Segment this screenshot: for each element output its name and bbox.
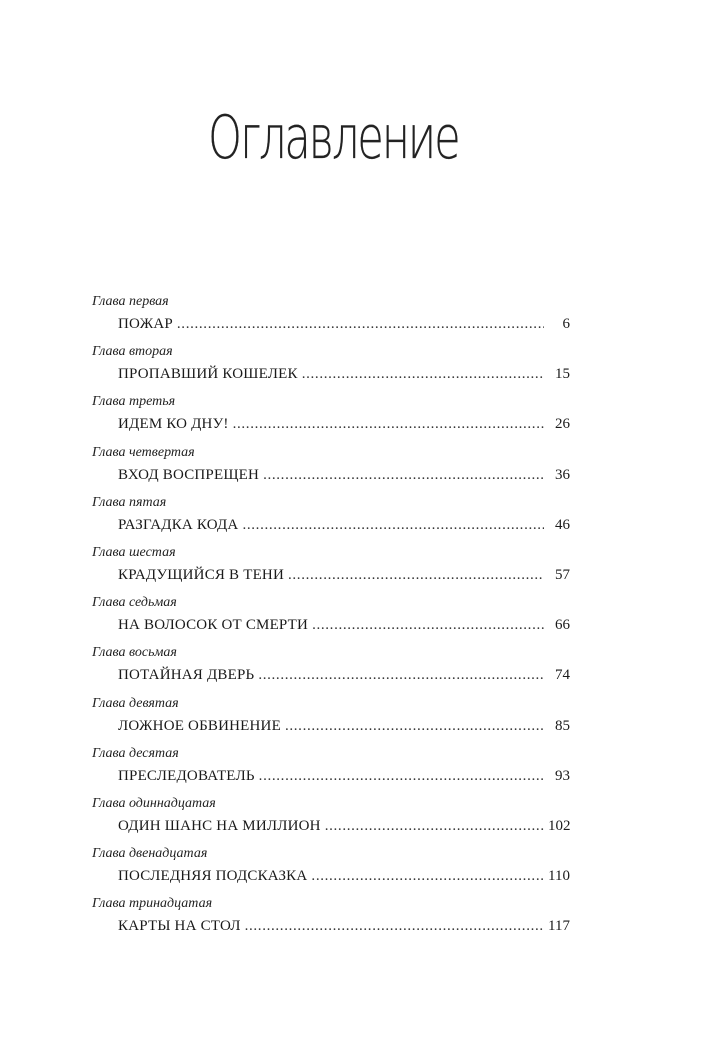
- page-number: 85: [555, 717, 570, 734]
- chapter-label: Глава двенадцатая: [92, 846, 208, 862]
- toc-entry-5: [92, 491, 570, 541]
- chapter-label: Глава пятая: [92, 494, 167, 510]
- toc-entry-4: [92, 441, 570, 491]
- page-number: 110: [548, 868, 570, 885]
- toc-entry-10: [92, 742, 570, 792]
- chapter-title: ПРОПАВШИЙ КОШЕЛЕК: [118, 366, 298, 383]
- chapter-title: КРАДУЩИЙСЯ В ТЕНИ: [118, 566, 284, 583]
- dot-leader: [325, 814, 544, 838]
- dot-leader: [242, 513, 544, 537]
- dot-leader: [285, 714, 544, 738]
- page-number: 74: [555, 667, 570, 684]
- toc-entry-2: [92, 340, 570, 390]
- toc-entry-7: [92, 591, 570, 641]
- toc-entry-1: [92, 290, 570, 340]
- chapter-link[interactable]: [118, 412, 570, 436]
- dot-leader: [245, 914, 544, 938]
- chapter-link[interactable]: [118, 463, 570, 487]
- chapter-label: Глава седьмая: [92, 595, 177, 611]
- chapter-label: Глава третья: [92, 394, 176, 410]
- chapter-label: Глава шестая: [92, 544, 176, 560]
- chapter-link[interactable]: [118, 914, 570, 938]
- chapter-title: ИДЕМ КО ДНУ!: [118, 416, 229, 433]
- toc-entry-12: [92, 842, 570, 892]
- page-number: 6: [562, 316, 570, 332]
- chapter-title: ОДИН ШАНС НА МИЛЛИОН: [118, 817, 321, 834]
- page-number: 93: [555, 767, 570, 784]
- toc-entry-9: [92, 692, 570, 742]
- chapter-title: ПРЕСЛЕДОВАТЕЛЬ: [118, 767, 255, 784]
- page-number: 46: [555, 516, 570, 533]
- toc-entry-3: [92, 390, 570, 440]
- chapter-title: ВХОД ВОСПРЕЩЕН: [118, 466, 260, 483]
- chapter-label: Глава девятая: [92, 695, 179, 711]
- chapter-label: Глава первая: [92, 294, 169, 309]
- chapter-label: Глава вторая: [92, 344, 173, 360]
- toc-entry-13: [92, 892, 570, 942]
- chapter-title: КАРТЫ НА СТОЛ: [118, 918, 241, 935]
- chapter-link[interactable]: [118, 663, 570, 687]
- chapter-title: ПОЖАР: [118, 316, 173, 332]
- chapter-link[interactable]: [118, 714, 570, 738]
- chapter-link[interactable]: [118, 864, 570, 888]
- chapter-link[interactable]: [118, 312, 570, 336]
- chapter-label: Глава тринадцатая: [92, 896, 213, 912]
- page-number: 102: [548, 817, 571, 834]
- toc-entry-8: [92, 641, 570, 691]
- page-number: 36: [555, 466, 570, 483]
- dot-leader: [233, 412, 544, 436]
- chapter-link[interactable]: [118, 613, 570, 637]
- dot-leader: [288, 563, 544, 587]
- chapter-title: ПОСЛЕДНЯЯ ПОДСКАЗКА: [118, 868, 308, 885]
- page-number: 57: [555, 566, 570, 583]
- dot-leader: [311, 864, 544, 888]
- dot-leader: [259, 764, 544, 788]
- chapter-link[interactable]: [118, 814, 570, 838]
- page-number: 66: [555, 617, 570, 634]
- chapter-title: ПОТАЙНАЯ ДВЕРЬ: [118, 667, 255, 684]
- page-number: 15: [555, 366, 570, 383]
- chapter-label: Глава одиннадцатая: [92, 795, 216, 811]
- toc-entry-6: [92, 541, 570, 591]
- chapter-label: Глава десятая: [92, 745, 179, 761]
- chapter-link[interactable]: [118, 764, 570, 788]
- page-number: 117: [548, 918, 570, 935]
- chapter-label: Глава четвертая: [92, 444, 195, 460]
- dot-leader: [302, 362, 544, 386]
- dot-leader: [312, 613, 544, 637]
- chapter-title: РАЗГАДКА КОДА: [118, 516, 239, 533]
- page-number: 26: [555, 416, 570, 433]
- chapter-link[interactable]: [118, 362, 570, 386]
- chapter-link[interactable]: [118, 513, 570, 537]
- chapter-link[interactable]: [118, 563, 570, 587]
- chapter-title: ЛОЖНОЕ ОБВИНЕНИЕ: [118, 717, 281, 734]
- chapter-label: Глава восьмая: [92, 645, 177, 661]
- table-of-contents: [92, 290, 570, 942]
- dot-leader: [258, 663, 544, 687]
- toc-entry-11: [92, 792, 570, 842]
- dot-leader: [177, 312, 544, 336]
- dot-leader: [263, 463, 544, 487]
- page-title: Оглавление: [208, 103, 459, 173]
- chapter-title: НА ВОЛОСОК ОТ СМЕРТИ: [118, 617, 309, 634]
